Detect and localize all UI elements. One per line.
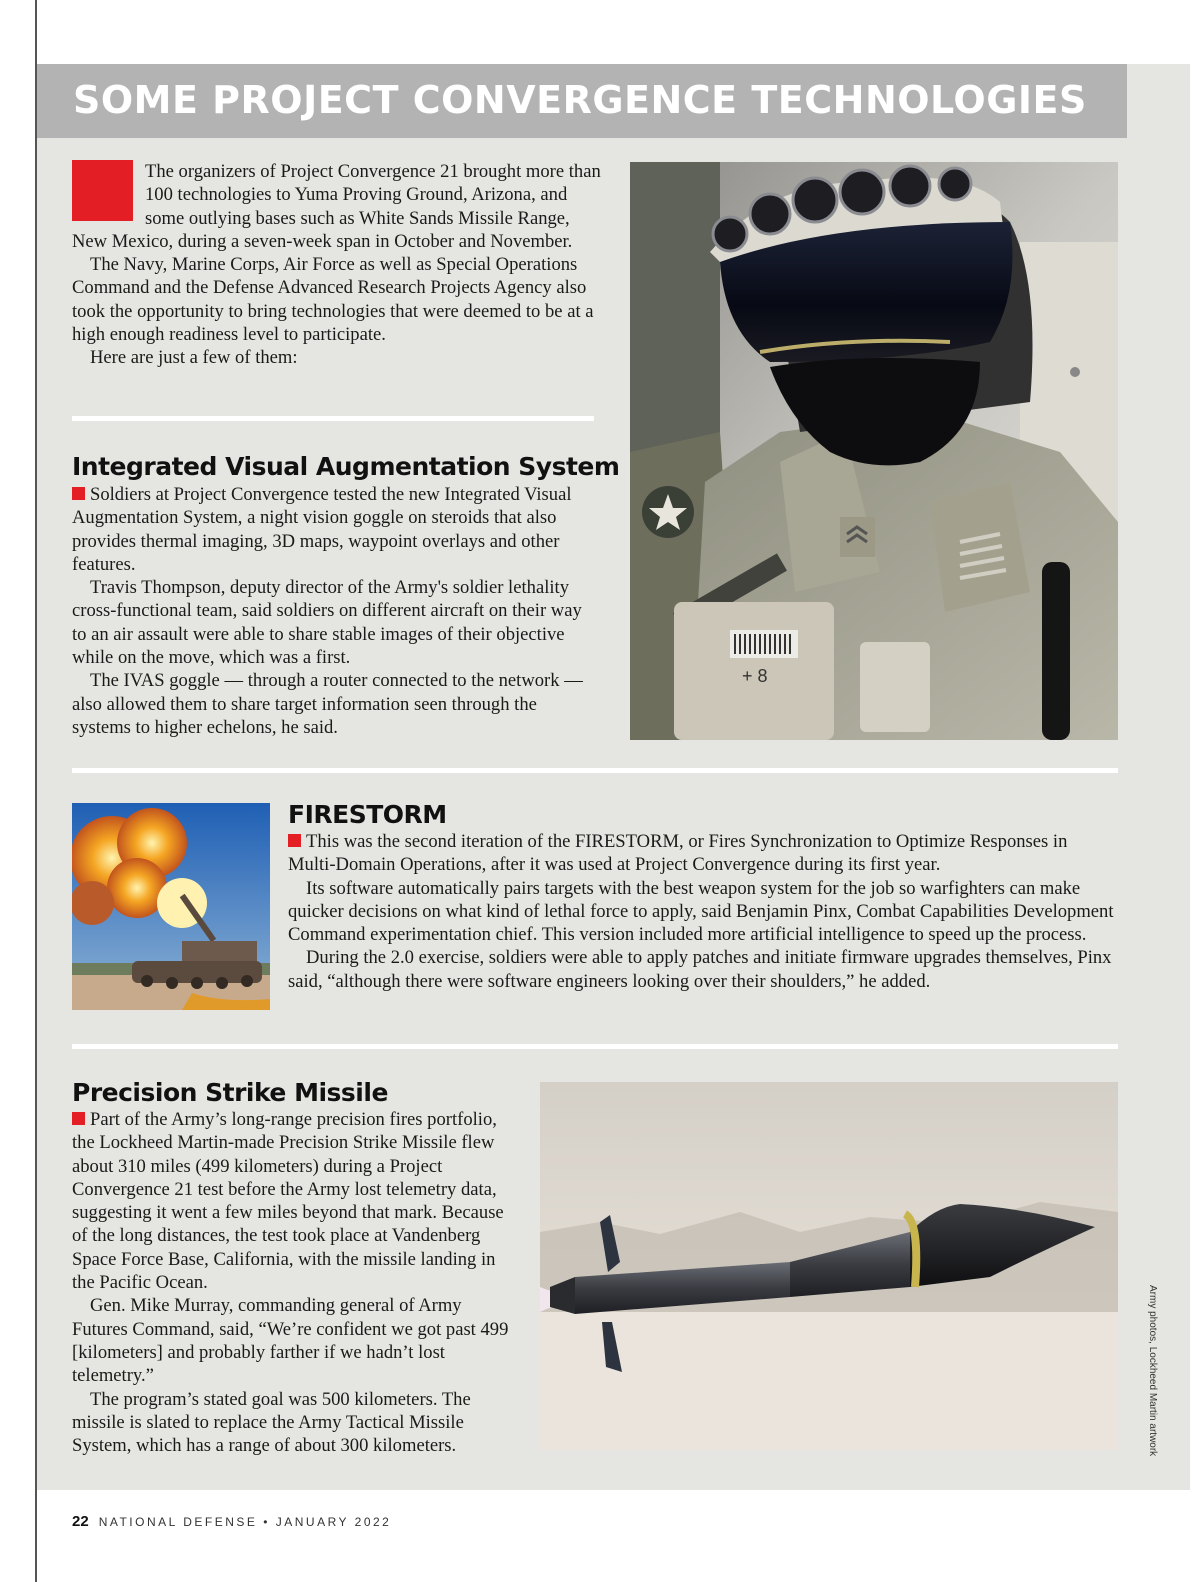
intro-paragraph-2: The Navy, Marine Corps, Air Force as well as Special Operations Command and the Defense Advanced Research Projects Agency also took the opportunity to bring technologies that were deemed to be at a high enough readiness level to participate. <box>72 254 594 346</box>
ivas-paragraph-2: Travis Thompson, deputy director of the Army's soldier lethality cross-functional team, said soldiers on different aircraft on their way to an air assault were able to share stable images of their objective while on the move, which was a first. <box>72 577 582 669</box>
bullet-square <box>288 834 301 847</box>
intro-paragraph-3: Here are just a few of them: <box>90 347 298 369</box>
section-divider <box>72 416 594 421</box>
intro-paragraph-1: The organizers of Project Convergence 21 brought more than 100 technologies to Yuma Proving Ground, Arizona, and some outlying bases such as White Sands Missile Range, New Mexico, during a seven-week span in October and November. <box>72 161 601 252</box>
page-footer <box>72 1513 391 1530</box>
bullet-square <box>72 1112 85 1125</box>
svg-text:+ 8: + 8 <box>742 666 768 686</box>
firestorm-text <box>288 830 1114 993</box>
prsm-heading: Precision Strike Missile <box>72 1078 388 1107</box>
section-divider <box>72 768 1118 773</box>
section-divider <box>72 1044 1118 1049</box>
publication-line: NATIONAL DEFENSE • JANUARY 2022 <box>98 1515 392 1529</box>
prsm-paragraph-1: Part of the Army’s long-range precision fires portfolio, the Lockheed Martin-made Precision Strike Missile flew about 310 miles (499 kilometers) during a Project Convergence 21 test before the Army lost telemetry data, suggesting it went a few miles beyond that mark. Because of the long distances, the test took place at Vandenberg Space Force Base, California, with the missile landing in the Pacific Ocean. <box>72 1109 504 1294</box>
page-number: 22 <box>72 1513 89 1530</box>
photo-credit: Army photos, Lockheed Martin artwork <box>1147 1285 1158 1457</box>
ivas-text <box>72 483 594 739</box>
drop-cap-square <box>72 160 133 221</box>
prsm-paragraph-3: The program’s stated goal was 500 kilometers. The missile is slated to replace the Army Tactical Missile System, which has a range of about 300 kilometers. <box>72 1388 471 1457</box>
precision-strike-missile-artwork <box>540 1082 1118 1450</box>
ivas-soldier-photo <box>630 162 1118 740</box>
firestorm-heading: FIRESTORM <box>288 800 447 829</box>
ivas-heading: Integrated Visual Augmentation System <box>72 452 620 481</box>
intro-text <box>72 160 604 370</box>
page-title: SOME PROJECT CONVERGENCE TECHNOLOGIES <box>73 78 1087 122</box>
ivas-paragraph-1: Soldiers at Project Convergence tested the new Integrated Visual Augmentation System, a night vision goggle on steroids that also provides thermal imaging, 3D maps, waypoint overlays and other features. <box>72 484 572 575</box>
prsm-paragraph-2: Gen. Mike Murray, commanding general of Army Futures Command, said, “We’re confident we got past 499 [kilometers] and probably farther if we hadn’t lost telemetry.” <box>72 1295 509 1387</box>
bullet-square <box>72 487 85 500</box>
firestorm-paragraph-3: During the 2.0 exercise, soldiers were able to apply patches and initiate firmware upgrades themselves, Pinx said, “although there were software engineers looking over their shoulders,” he added. <box>288 947 1112 992</box>
ivas-paragraph-3: The IVAS goggle — through a router connected to the network — also allowed them to share target information seen through the systems to higher echelons, he said. <box>72 670 583 738</box>
firestorm-paragraph-1: This was the second iteration of the FIRESTORM, or Fires Synchronization to Optimize Responses in Multi-Domain Operations, after it was used at Project Convergence during its first year. <box>288 831 1068 876</box>
prsm-text <box>72 1108 518 1457</box>
firestorm-paragraph-2: Its software automatically pairs targets with the best weapon system for the job so warfighters can make quicker decisions on what kind of lethal force to apply, said Benjamin Pinx, Combat Capabilities Development Command experimentation chief. This version included more artificial intelligence to speed up the process. <box>288 877 1114 946</box>
firestorm-howitzer-photo <box>72 803 270 1010</box>
